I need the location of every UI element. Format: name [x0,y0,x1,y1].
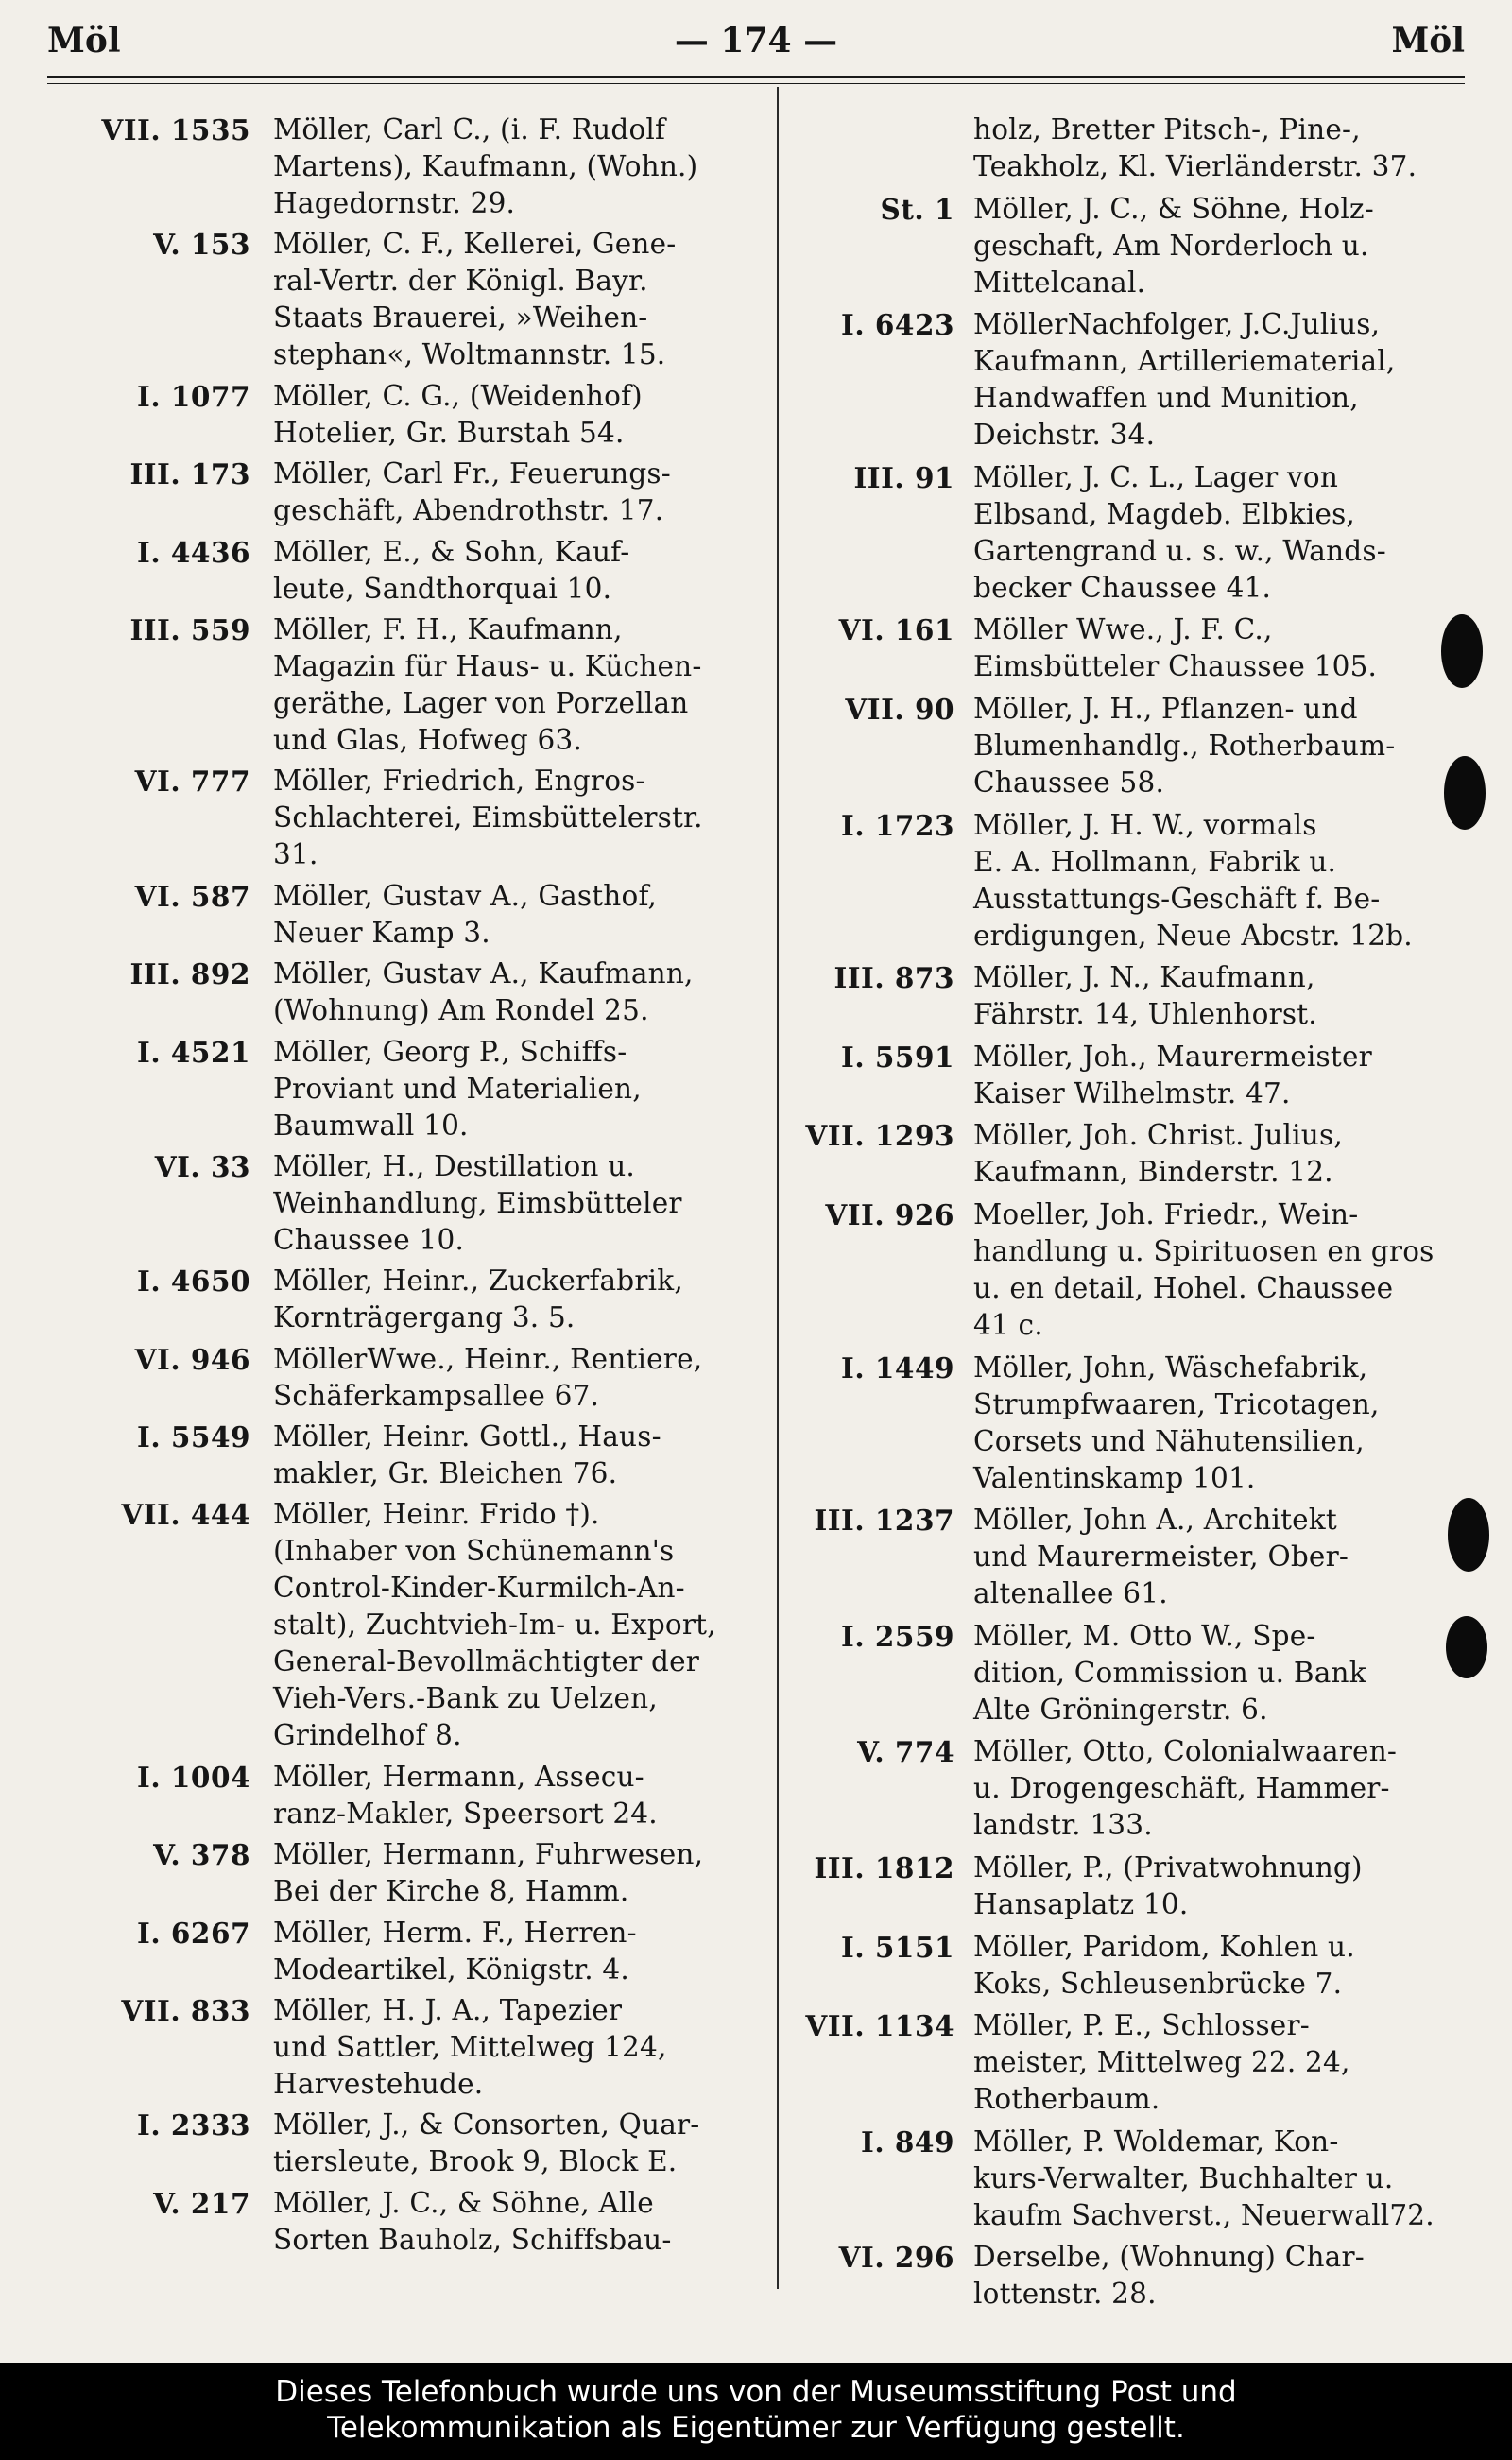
entry-text: Möller, J. N., Kaufmann, Fährstr. 14, Uhlenhorst. [973,961,1317,1031]
line-number: 4650 [170,1264,250,1299]
ink-blot [1441,614,1483,688]
header-rule [47,76,1465,78]
page-header-left: Möl [47,21,121,60]
phone-number [789,691,973,728]
phone-number [789,1117,973,1154]
line-number: 2333 [170,2108,250,2142]
district-code: III. [129,612,181,646]
phone-number [38,878,273,915]
directory-entry [789,191,1479,301]
phone-number [38,1419,273,1455]
line-number: 2559 [874,1619,954,1653]
phone-number [38,611,273,648]
directory-entry [789,2124,1479,2234]
left-column [38,112,770,2262]
directory-entry [789,611,1479,685]
entry-text: Möller, Gustav A., Gasthof, Neuer Kamp 3. [273,879,658,949]
entry-text: Möller, John A., Architekt und Maurermeister, Ober- altenallee 61. [973,1504,1349,1610]
phone-number [789,1196,973,1233]
line-number: 1134 [874,2009,954,2043]
directory-entry [789,1117,1479,1191]
phone-number [789,2007,973,2044]
phone-number [789,1929,973,1966]
page-header-right: Möl [1391,21,1465,60]
directory-entry [789,1849,1479,1923]
entry-text: Möller, Carl C., (i. F. Rudolf Martens), Kaufmann, (Wohn.) Hagedornstr. 29. [273,113,698,219]
line-number: 5591 [874,1040,954,1074]
phone-number [789,306,973,343]
entry-text: Möller Wwe., J. F. C., Eimsbütteler Chaussee 105. [973,613,1378,683]
directory-entry [38,226,770,373]
phone-number [38,226,273,263]
directory-entry [38,1759,770,1832]
phone-number [789,1618,973,1655]
entry-text: Möller, Carl Fr., Feuerungs- geschäft, Abendrothstr. 17. [273,457,671,527]
directory-entry [789,807,1479,955]
entry-text: Möller, J., & Consorten, Quar- tiersleute, Brook 9, Block E. [273,2108,700,2178]
district-code: I. [137,379,162,413]
entry-text: Derselbe, (Wohnung) Char- lottenstr. 28. [973,2241,1365,2311]
district-code: VII. [825,1197,885,1231]
district-code: I. [841,808,866,842]
phone-number [789,1733,973,1770]
line-number: 892 [190,957,250,991]
entry-text: Möller, Joh., Maurermeister Kaiser Wilhelmstr. 47. [973,1040,1372,1110]
entry-text: Möller, Otto, Colonialwaaren- u. Drogengeschäft, Hammer- landstr. 133. [973,1735,1398,1842]
phone-number [789,807,973,844]
entry-text: Möller, J. C. L., Lager von Elbsand, Magdeb. Elbkies, Gartengrand u. s. w., Wands- becker Chaussee 41. [973,460,1386,604]
entry-text: MöllerWwe., Heinr., Rentiere, Schäferkampsallee 67. [273,1342,703,1412]
phone-number [789,1849,973,1886]
phone-number [38,1034,273,1071]
directory-entry [38,1992,770,2103]
directory-entry [38,1496,770,1754]
line-number: 33 [210,1149,250,1183]
district-code: VI. [154,1149,201,1183]
directory-entry [789,112,1479,185]
directory-entry [38,378,770,452]
district-code: V. [153,1838,181,1872]
ink-blot [1448,1498,1489,1572]
directory-entry [789,1733,1479,1844]
phone-number [789,1039,973,1075]
entry-text: Möller, C. G., (Weidenhof) Hotelier, Gr. Burstah 54. [273,379,643,449]
phone-number [789,191,973,228]
directory-entry [789,1618,1479,1729]
footer-line-2: Telekommunikation als Eigentümer zur Verfügung gestellt. [327,2411,1185,2445]
directory-entry [38,878,770,952]
directory-entry [38,1836,770,1910]
phone-number [789,2239,973,2276]
district-code: VI. [134,1342,181,1376]
line-number: 1535 [170,113,250,146]
footer-notice [0,2363,1512,2460]
line-number: 587 [190,879,250,913]
entry-text: Möller, Hermann, Fuhrwesen, Bei der Kirche 8, Hamm. [273,1838,704,1908]
line-number: 4436 [170,535,250,569]
phone-number [38,456,273,492]
directory-entry [789,1502,1479,1612]
phone-number [789,611,973,648]
district-code: I. [137,1264,162,1299]
ink-blot [1446,1616,1487,1678]
phone-number [38,1759,273,1796]
entry-text: Möller, J. H., Pflanzen- und Blumenhandlg., Rotherbaum- Chaussee 58. [973,692,1396,799]
phone-number [38,1915,273,1952]
phone-number [38,378,273,415]
footer-line-1: Dieses Telefonbuch wurde uns von der Museumsstiftung Post und [275,2375,1237,2409]
phone-number [38,534,273,571]
line-number: 296 [894,2241,954,2275]
line-number: 1293 [874,1119,954,1153]
district-code: VI. [134,879,181,913]
page-number: — 174 — [674,21,838,60]
directory-entry [38,611,770,759]
header-rule-thin [47,83,1465,84]
ink-blot [1444,756,1486,830]
line-number: 173 [190,457,250,491]
district-code: III. [129,957,181,991]
directory-entry [38,1341,770,1415]
entry-text: Möller, Gustav A., Kaufmann, (Wohnung) Am Rondel 25. [273,957,694,1027]
district-code: III. [853,460,905,494]
entry-text: Möller, F. H., Kaufmann, Magazin für Haus- u. Küchen- geräthe, Lager von Porzellan und Glas, Hofweg 63. [273,612,702,756]
line-number: 5549 [170,1420,250,1454]
phone-number [38,1992,273,2029]
district-code: VII. [121,1994,181,2028]
entry-text: Möller, P. Woldemar, Kon- kurs-Verwalter, Buchhalter u. kaufm Sachverst., Neuerwall72. [973,2125,1435,2231]
phone-number [789,1350,973,1386]
column-divider [777,87,779,2289]
district-code: I. [137,2108,162,2142]
line-number: 1812 [874,1850,954,1884]
directory-entry [789,459,1479,607]
line-number: 774 [894,1735,954,1769]
district-code: I. [137,1916,162,1950]
district-code: I. [861,2125,885,2159]
phone-number [789,459,973,496]
district-code: I. [137,1420,162,1454]
directory-entry [789,691,1479,801]
phone-number [789,1502,973,1539]
entry-text: Möller, Heinr., Zuckerfabrik, Kornträgergang 3. 5. [273,1264,683,1334]
phone-number [38,1148,273,1185]
phone-number [38,763,273,800]
entry-text: Möller, C. F., Kellerei, Gene- ral-Vertr. der Königl. Bayr. Staats Brauerei, »Weihen- stephan«, Woltmannstr. 15. [273,228,677,371]
phone-number [38,1263,273,1299]
district-code: VII. [101,113,162,146]
entry-text: Möller, Hermann, Assecu- ranz-Makler, Speersort 24. [273,1760,658,1830]
entry-text: Möller, M. Otto W., Spe- dition, Commission u. Bank Alte Gröningerstr. 6. [973,1619,1366,1726]
line-number: 849 [894,2125,954,2159]
entry-text: Möller, J. H. W., vormals E. A. Hollmann, Fabrik u. Ausstattungs-Geschäft f. Be- erdigungen, Neue Abcstr. 12b. [973,808,1413,952]
phone-number [38,1836,273,1873]
district-code: VII. [845,692,905,726]
directory-entry [789,2239,1479,2313]
district-code: V. [857,1735,885,1769]
district-code: I. [137,1035,162,1069]
directory-entry [38,2185,770,2259]
line-number: 161 [894,613,954,647]
entry-text: Möller, Paridom, Kohlen u. Koks, Schleusenbrücke 7. [973,1930,1355,2000]
line-number: 90 [914,692,954,726]
entry-text: Möller, Friedrich, Engros- Schlachterei, Eimsbüttelerstr. 31. [273,765,703,871]
district-code: I. [841,1930,866,1964]
entry-text: Möller, E., & Sohn, Kauf- leute, Sandthorquai 10. [273,535,630,605]
directory-entry [789,1929,1479,2003]
district-code: VII. [121,1498,181,1532]
district-code: I. [137,535,162,569]
district-code: VII. [805,2009,866,2043]
directory-entry [38,1034,770,1144]
line-number: 1723 [874,808,954,842]
entry-text: Möller, Heinr. Frido †). (Inhaber von Schünemann's Control-Kinder-Kurmilch-An- stalt), Zuchtvieh-Im- u. Export, General-Bevollmächtigter der Vieh-Vers.-Bank zu Uelzen, Grindelhof 8. [273,1498,716,1752]
district-code: VI. [838,613,885,647]
line-number: 444 [190,1498,250,1532]
line-number: 777 [190,765,250,799]
line-number: 1004 [170,1760,250,1794]
directory-entry [38,1148,770,1259]
directory-entry [38,1419,770,1492]
directory-entry [789,1196,1479,1344]
directory-entry [38,112,770,222]
district-code: I. [841,308,866,342]
line-number: 5151 [874,1930,954,1964]
district-code: VII. [805,1119,866,1153]
phone-number [38,112,273,148]
district-code: VI. [134,765,181,799]
directory-entry [38,456,770,529]
entry-text: Möller, Georg P., Schiffs- Proviant und Materialien, Baumwall 10. [273,1035,642,1142]
directory-entry [38,1263,770,1336]
district-code: V. [153,228,181,262]
district-code: St. [880,192,925,226]
phone-number [38,2185,273,2222]
district-code: III. [814,1850,866,1884]
district-code: III. [129,457,181,491]
district-code: I. [841,1619,866,1653]
district-code: V. [153,2186,181,2220]
line-number: 6423 [874,308,954,342]
entry-text: Möller, Heinr. Gottl., Haus- makler, Gr. Bleichen 76. [273,1420,662,1490]
line-number: 217 [190,2186,250,2220]
line-number: 833 [190,1994,250,2028]
line-number: 1449 [874,1350,954,1385]
directory-entry [38,1915,770,1988]
line-number: 6267 [170,1916,250,1950]
directory-entry [38,2107,770,2180]
directory-entry [789,306,1479,454]
directory-entry [789,2007,1479,2118]
directory-entry [38,534,770,608]
entry-text: Möller, P. E., Schlosser- meister, Mittelweg 22. 24, Rotherbaum. [973,2009,1350,2116]
line-number: 1237 [874,1504,954,1538]
entry-text: MöllerNachfolger, J.C.Julius, Kaufmann, Artilleriematerial, Handwaffen und Munition, Deichstr. 34. [973,308,1396,452]
entry-text: Möller, J. C., & Söhne, Alle Sorten Bauholz, Schiffsbau- [273,2186,672,2256]
district-code: I. [841,1040,866,1074]
line-number: 378 [190,1838,250,1872]
entry-text: Möller, P., (Privatwohnung) Hansaplatz 10. [973,1850,1363,1920]
line-number: 873 [894,961,954,995]
entry-text: Möller, H., Destillation u. Weinhandlung, Eimsbütteler Chaussee 10. [273,1149,682,1256]
entry-text: Möller, Herm. F., Herren- Modeartikel, Königstr. 4. [273,1916,637,1986]
line-number: 1077 [170,379,250,413]
entry-text: holz, Bretter Pitsch-, Pine-, Teakholz, Kl. Vierländerstr. 37. [973,113,1418,182]
district-code: I. [841,1350,866,1385]
directory-entry [38,763,770,873]
entry-text: Möller, H. J. A., Tapezier und Sattler, Mittelweg 124, Harvestehude. [273,1994,667,2101]
entry-text: Möller, Joh. Christ. Julius, Kaufmann, Binderstr. 12. [973,1119,1343,1189]
district-code: III. [833,961,885,995]
line-number: 946 [190,1342,250,1376]
district-code: I. [137,1760,162,1794]
phone-number [789,2124,973,2160]
line-number: 559 [190,612,250,646]
phone-number [789,959,973,996]
right-column [789,112,1479,2318]
line-number: 91 [914,460,954,494]
entry-text: Möller, John, Wäschefabrik, Strumpfwaaren, Tricotagen, Corsets und Nähutensilien, Valentinskamp 101. [973,1350,1380,1494]
district-code: III. [814,1504,866,1538]
directory-entry [789,959,1479,1033]
phone-number [38,955,273,992]
directory-entry [789,1039,1479,1112]
district-code: VI. [838,2241,885,2275]
entry-text: Möller, J. C., & Söhne, Holz- geschaft, Am Norderloch u. Mittelcanal. [973,192,1374,299]
entry-text: Moeller, Joh. Friedr., Wein- handlung u. Spirituosen en gros u. en detail, Hohel. Chaussee 41 c. [973,1197,1435,1341]
line-number: 926 [894,1197,954,1231]
line-number: 4521 [170,1035,250,1069]
phone-number [38,2107,273,2143]
line-number: 153 [190,228,250,262]
directory-entry [38,955,770,1029]
phone-number [38,1341,273,1378]
phone-number [38,1496,273,1533]
line-number: 1 [934,192,954,226]
directory-entry [789,1350,1479,1497]
